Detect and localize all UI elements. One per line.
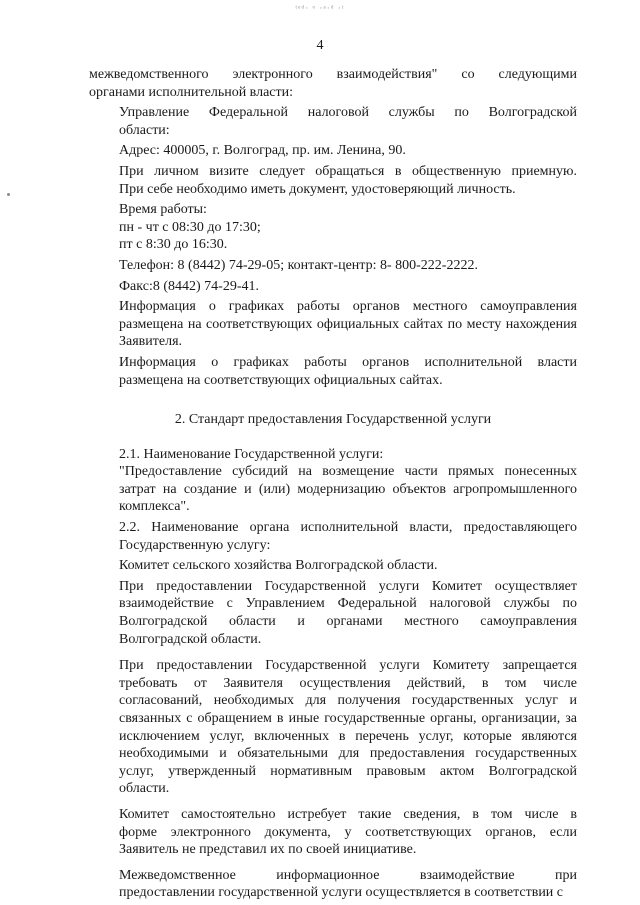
text-line: затрат на создание и (или) модернизацию объектов агропромышленного: [119, 481, 577, 497]
paragraph-self-request: [89, 806, 577, 859]
text-line: предоставлении государственной услуги осуществляется в соответствии с: [119, 885, 564, 901]
text-line: межведомственного электронного взаимодействия" со следующими: [89, 67, 577, 82]
text-line: Межведомственное информационное взаимодействие при: [119, 867, 577, 883]
paragraph-working-hours-label: Время работы:: [119, 202, 207, 218]
paragraph-prohibition: [89, 657, 577, 798]
text-line: При личном визите следует обращаться в общественную приемную.: [119, 163, 577, 179]
paragraph-interagency-basis: [89, 867, 577, 902]
page-number: 4: [316, 38, 324, 53]
text-line: исключением услуг, включенных в перечень услуг, которые являются: [119, 728, 577, 744]
text-line: Заявителя.: [119, 334, 183, 350]
paragraph-hours-fri: пт с 8:30 до 16:30.: [119, 237, 228, 253]
paragraph-exec-gov-schedule: [89, 354, 577, 389]
text-line: форме электронного документа, у соответствующих органов, если: [119, 824, 577, 840]
paragraph-interagency-continuation: [89, 66, 577, 101]
text-line: 2.2. Наименование органа исполнительной власти, предоставляющего: [119, 520, 577, 536]
paragraph-2-1-heading: 2.1. Наименование Государственной услуги:: [119, 446, 384, 462]
paragraph-tax-service-heading: [89, 104, 577, 139]
text-line: Комитет самостоятельно истребует такие сведения, в том числе в: [119, 806, 577, 822]
paragraph-service-name: [89, 463, 577, 516]
text-line: Заявитель не представил их по своей инициативе.: [119, 842, 417, 858]
text-line: услуг, утвержденный нормативным правовым актом Волгоградской: [119, 763, 577, 779]
text-line: размещена на соответствующих официальных сайтах по месту нахождения: [119, 316, 577, 332]
text-line: "Предоставление субсидий на возмещение части прямых понесенных: [119, 464, 577, 480]
paragraph-local-gov-schedule: [89, 298, 577, 351]
text-line: органами исполнительной власти:: [89, 84, 294, 100]
text-line: размещена на соответствующих официальных сайтах.: [119, 372, 443, 388]
margin-speck: [7, 193, 10, 196]
paragraph-committee-interaction: [89, 578, 577, 648]
paragraph-committee-name: Комитет сельского хозяйства Волгоградской области.: [119, 558, 438, 574]
text-line: комплекса".: [119, 499, 190, 515]
text-line: области:: [119, 122, 170, 138]
text-line: При предоставлении Государственной услуги Комитет осуществляет: [119, 578, 577, 594]
text-line: Информация о графиках работы органов исполнительной власти: [119, 354, 577, 370]
section-title: 2. Стандарт предоставления Государственной услуги: [174, 412, 492, 428]
paragraph-phone: Телефон: 8 (8442) 74-29-05; контакт-центр: 8- 800-222-2222.: [119, 257, 478, 273]
text-line: Волгоградской области.: [119, 631, 262, 647]
text-line: необходимыми и обязательными для предоставления государственных: [119, 746, 577, 762]
text-line: связанных с обращением в иные государственные органы, организации, за: [119, 711, 577, 726]
paragraph-hours-mon-thu: пн - чт с 08:30 до 17:30;: [119, 219, 261, 235]
text-line: При предоставлении Государственной услуги Комитету запрещается: [119, 658, 577, 674]
text-line: При себе необходимо иметь документ, удостоверяющий личность.: [119, 181, 516, 197]
scan-artifact-marks: ᵗᵉᵈ· ᵒ ·ᵃ·ᵈ ·ᵗ: [295, 3, 345, 13]
text-line: согласований, необходимых для получения государственных услуг и: [119, 693, 577, 709]
text-line: области.: [119, 781, 170, 797]
text-line: требовать от Заявителя осуществления действий, в том числе: [119, 675, 577, 691]
text-line: Государственную услугу:: [119, 537, 271, 553]
paragraph-personal-visit: [89, 163, 577, 198]
paragraph-address: Адрес: 400005, г. Волгоград, пр. им. Ленина, 90.: [119, 143, 406, 159]
text-line: взаимодействие с Управлением Федеральной налоговой службы по: [119, 596, 577, 612]
text-line: Управление Федеральной налоговой службы по Волгоградской: [119, 105, 577, 121]
text-line: Информация о графиках работы органов местного самоуправления: [119, 299, 577, 315]
text-line: Волгоградской области и органами местного самоуправления: [119, 614, 577, 630]
document-body: [89, 66, 577, 902]
paragraph-2-2-heading: [89, 519, 577, 554]
paragraph-fax: Факс:8 (8442) 74-29-41.: [119, 278, 259, 294]
